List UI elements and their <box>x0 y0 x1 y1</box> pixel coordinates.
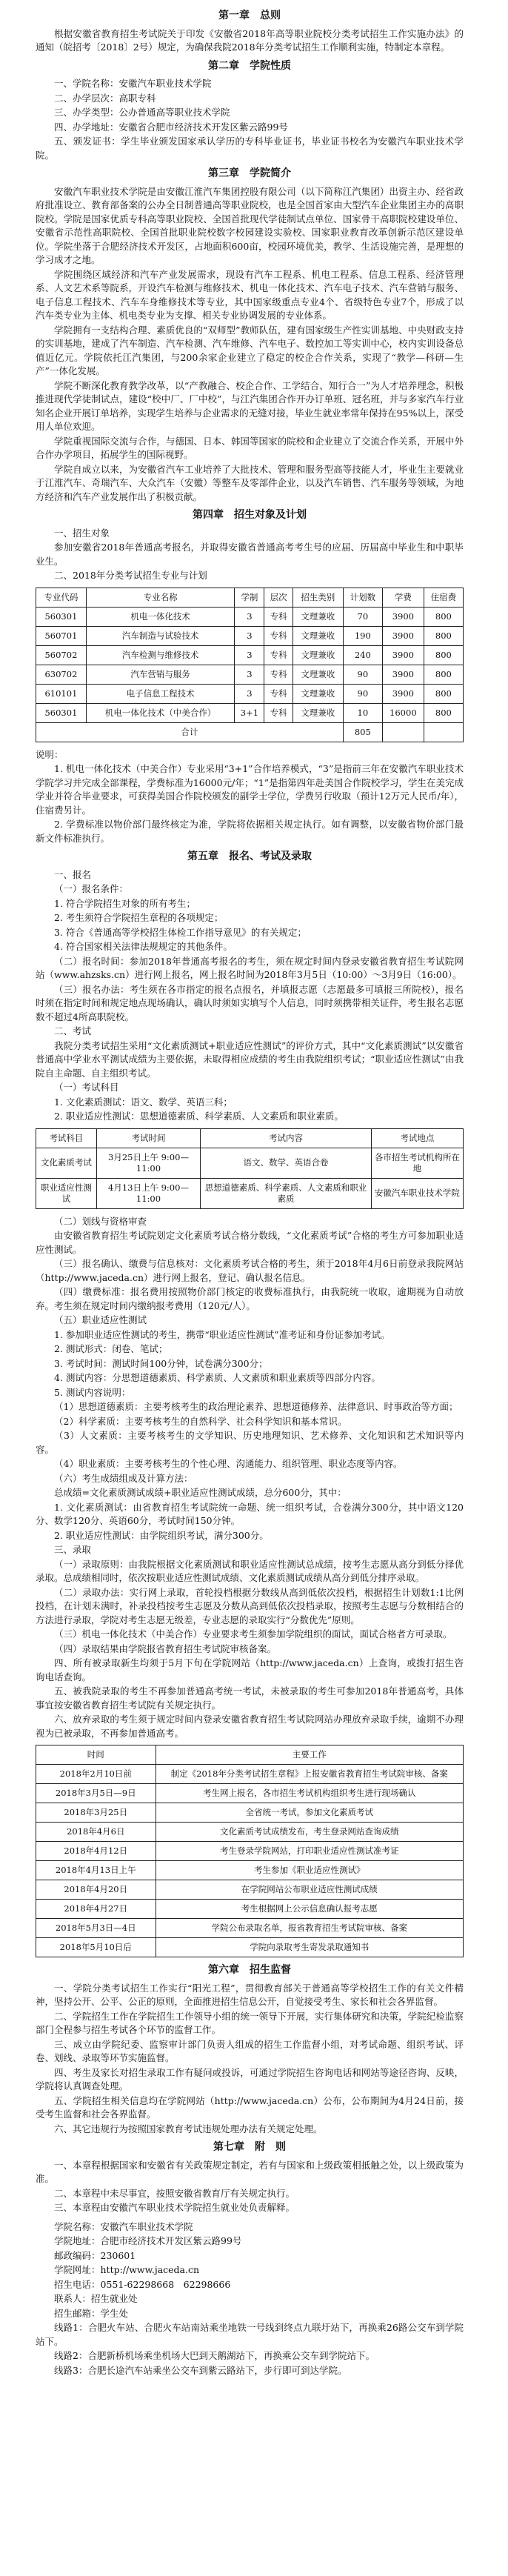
chapter-6-line: 四、考生及家长对招生录取工作有疑问或投诉，可通过学院招生咨询电话和网站等途径咨询、反映，学院将认真调查处理。 <box>36 2066 464 2091</box>
chapter-5-line: 二、考试 <box>54 1025 92 1036</box>
table-row <box>36 626 464 645</box>
table-cell: 560701 <box>36 626 87 645</box>
chapter-5-line: 1. 文化素质测试：语文、数学、英语三科； <box>54 1096 233 1108</box>
table-total-row <box>36 722 464 742</box>
table-cell: 800 <box>424 626 463 645</box>
table-header-cell: 学费 <box>382 588 424 607</box>
table-cell: 2018年4月12日 <box>36 1842 156 1861</box>
contact-line: 招生邮箱：学生处 <box>54 2307 129 2319</box>
table-cell: 3900 <box>382 607 424 626</box>
table-cell: 2018年3月25日 <box>36 1803 156 1823</box>
table-cell: 文化素质考试 <box>36 1148 97 1178</box>
table-header-cell: 专业代码 <box>36 588 87 607</box>
table-cell: 思想道德素质、科学素质、人文素质和职业素质 <box>201 1178 372 1208</box>
table-row <box>36 1919 464 1938</box>
table-cell: 语文、数学、英语合卷 <box>201 1148 372 1178</box>
table-header-cell: 学制 <box>235 588 264 607</box>
chapter-5-line: （六）考生成绩组成及计算方法： <box>54 1472 193 1484</box>
chapter-5-line: （三）机电一体化技术（中美合作）专业要求考生须参加学院组织的面试，面试合格者方可录取。 <box>54 1628 452 1640</box>
chapter-5-line: 2. 职业适应性测试：思想道德素质、科学素质、人文素质和职业素质。 <box>54 1111 344 1122</box>
table-row <box>36 684 464 703</box>
table-cell: 610101 <box>36 684 87 703</box>
table-row <box>36 1178 464 1208</box>
table-cell: 90 <box>343 665 382 684</box>
chapter-5-line: 4. 测试内容：分思想道德素质、科学素质、人文素质和职业素质等四部分内容。 <box>54 1372 381 1383</box>
chapter-6-line: 二、学院招生工作在学院招生工作领导小组的统一领导下开展，实行集体研究和决策，学院纪检监察部门全程参与招生考试各个环节的监督工作。 <box>36 2010 464 2035</box>
table-cell: 800 <box>424 665 463 684</box>
table-cell: 机电一体化技术（中美合作） <box>86 703 235 722</box>
chapter-2-title: 第二章 学院性质 <box>208 59 291 72</box>
table-cell: 2018年4月20日 <box>36 1880 156 1900</box>
table-cell: 800 <box>424 645 463 665</box>
table-cell: 70 <box>343 607 382 626</box>
table-cell: 全省统一考试，参加文化素质考试 <box>156 1803 463 1823</box>
table-cell: 文化素质考试成绩发布，考生登录网站查询成绩 <box>156 1823 463 1842</box>
table-cell: 3900 <box>382 626 424 645</box>
chapter-4-title: 第四章 招生对象及计划 <box>193 509 307 521</box>
chapter-7-line: 三、本章程由安徽汽车职业技术学院招生就业处负责解释。 <box>54 2202 295 2213</box>
chapter-5-line: （一）录取原则：由我院根据文化素质测试和职业适应性测试总成绩，按考生志愿从高分到低分择优录取。总成绩相同时，依次按职业适应性测试成绩、文化素质测试成绩从高分到低分排序录取。 <box>36 1558 464 1583</box>
table-header-cell: 专业名称 <box>86 588 235 607</box>
table-cell: 专科 <box>264 665 293 684</box>
chapter-6-line: 三、成立由学院纪委、监察审计部门负责人组成的招生工作监督小组，对考试命题、组织考试、评卷、划线、录取等环节实施监督。 <box>36 2038 464 2063</box>
chapter-3-paragraph: 学院拥有一支结构合理、素质优良的“双师型”教师队伍，建有国家级生产性实训基地、中央财政支持的实训基地，建成了汽车制造、汽车检测、汽车维修、汽车电子、数控加工等实训中心，校内实训设备总值近亿元。学院依托江汽集团，与200余家企业建立了稳定的校企合作关系，实现了“教学—科研—生产”一体化发展。 <box>36 324 464 376</box>
table-cell: 机电一体化技术 <box>86 607 235 626</box>
contact-line: 学院地址：合肥市经济技术开发区紫云路99号 <box>54 2235 242 2246</box>
table-cell: 各市招生考试机构所在地 <box>371 1148 463 1178</box>
table-cell: 专科 <box>264 626 293 645</box>
table-header-cell: 层次 <box>264 588 293 607</box>
table-row <box>36 1900 464 1919</box>
chapter-2-item: 三、办学类型：公办普通高等职业技术学院 <box>54 107 230 118</box>
table-row <box>36 1765 464 1784</box>
table-row <box>36 703 464 722</box>
table-cell: 2018年5月10日后 <box>36 1938 156 1957</box>
table-cell: 560702 <box>36 645 87 665</box>
table-header-cell: 招生类别 <box>293 588 343 607</box>
table-header-cell: 计划数 <box>343 588 382 607</box>
table-cell: 16000 <box>382 703 424 722</box>
table-cell: 4月13日上午 9:00—11:00 <box>96 1178 200 1208</box>
chapter-2-item: 五、颁发证书：学生毕业颁发国家承认学历的专科毕业证书，毕业证书校名为安徽汽车职业技术学院。 <box>36 136 464 161</box>
chapter-5-line: （2）科学素质：主要考核考生的自然科学、社会科学知识和基本常识。 <box>54 1415 347 1427</box>
table-cell: 文理兼收 <box>293 684 343 703</box>
table-cell: 制定《2018年分类考试招生章程》上报安徽省教育招生考试院审核、备案 <box>156 1765 463 1784</box>
table-header-cell: 考试内容 <box>201 1128 372 1148</box>
chapter-5-line: （一）报名条件： <box>54 883 129 894</box>
chapter-5-line: （二）报名时间：参加2018年普通高考报名的考生，须在规定时间内登录安徽省教育招生考试院网站（www.ahzsks.cn）进行网上报名，网上报名时间为2018年3月5日（10:00）～3月9日（16:00）。 <box>36 955 464 980</box>
chapter-5-line: 我院分类考试招生采用“文化素质测试+职业适应性测试”的评价方式，其中“文化素质测试”以安徽省普通高中学业水平测试成绩为主要依据，未取得相应成绩的考生由我院组织考试；“职业适应性测试”由我院自主命题、自主组织考试。 <box>36 1039 464 1079</box>
table-cell: 文理兼收 <box>293 703 343 722</box>
table-row <box>36 1861 464 1880</box>
table-cell: 10 <box>343 703 382 722</box>
chapter-5-line: 1. 符合学院招生对象的所有考生； <box>54 897 195 909</box>
table-cell: 2018年4月6日 <box>36 1823 156 1842</box>
chapter-5-line: 2. 考生须符合学院招生章程的各项规定； <box>54 912 224 923</box>
chapter-5-title: 第五章 报名、考试及录取 <box>187 851 312 862</box>
chapter-5-line: （五）职业适应性测试 <box>54 1314 147 1325</box>
table-header-cell: 主要工作 <box>156 1745 463 1765</box>
total-value: 805 <box>343 722 382 742</box>
table-cell: 学院公布录取名单，报省教育招生考试院审核、备案 <box>156 1919 463 1938</box>
table-header-row <box>36 1745 464 1765</box>
table-cell: 文理兼收 <box>293 607 343 626</box>
table-row <box>36 1803 464 1823</box>
chapter-5-line: （四）缴费标准：报名费用按照物价部门核定的收费标准执行，由我院统一收取，逾期视为自动放弃。考生须在规定时间内缴纳报考费用（120元/人）。 <box>36 1286 464 1311</box>
table-cell: 3900 <box>382 665 424 684</box>
table-row <box>36 1938 464 1957</box>
table-cell: 800 <box>424 703 463 722</box>
table-cell: 3900 <box>382 645 424 665</box>
table-cell: 职业适应性测试 <box>36 1178 97 1208</box>
table-row <box>36 1842 464 1861</box>
chapter-5-line: （4）职业素质：主要考核考生的个性心理、沟通能力、组织管理、职业态度等内容。 <box>54 1458 403 1469</box>
chapter-4-paragraph: 参加安徽省2018年普通高考报名，并取得安徽省普通高考考生号的应届、历届高中毕业生和中职毕业生。 <box>36 542 464 567</box>
chapter-3-paragraph: 安徽汽车职业技术学院是由安徽江淮汽车集团控股有限公司（以下简称江汽集团）出资主办、经省政府批准设立、教育部备案的公办全日制普通高等职业院校，也是全国首家由大型汽车企业集团主办的高职院校。学院是国家优质专科高等职业院校、全国首批现代学徒制试点单位、国家骨干高职院校建设单位、安徽省示范性高职院校、全国首批职业院校数字校园建设实验校、国家职业教育改革创新示范区建设单位。学院坐落于合肥经济技术开发区，占地面积600亩，校园环境优美，教学、生活设施完善，是理想的学习成才之地。 <box>36 185 464 265</box>
table-cell: 800 <box>424 684 463 703</box>
exam-schedule-table <box>36 1128 464 1209</box>
enrollment-plan-table <box>36 588 464 742</box>
contact-line: 学院名称：安徽汽车职业技术学院 <box>54 2220 193 2232</box>
table-cell: 190 <box>343 626 382 645</box>
chapter-3-paragraph: 学院围绕区域经济和汽车产业发展需求，现设有汽车工程系、机电工程系、信息工程系、经济管理系、人文艺术系等院系，开设汽车检测与维修技术、机电一体化技术、汽车电子技术、汽车营销与服务、电子信息工程技术、汽车车身维修技术等专业，其中国家级重点专业4个、省级特色专业7个，形成了以汽车类专业为主体、机电类专业为支撑、相关专业协调发展的专业体系。 <box>36 268 464 321</box>
chapter-5-line: 总成绩=文化素质测试成绩+职业适应性测试成绩，总分600分，其中： <box>54 1487 347 1498</box>
chapter-2-item: 二、办学层次：高职专科 <box>54 92 156 104</box>
table-cell: 2018年4月13日上午 <box>36 1861 156 1880</box>
chapter-5-line: 3. 符合《普通高等学校招生体检工作指导意见》的有关规定； <box>54 926 307 938</box>
table-cell: 汽车检测与维修技术 <box>86 645 235 665</box>
table-cell: 3 <box>235 665 264 684</box>
table-cell: 专科 <box>264 645 293 665</box>
contact-line: 学院网址：http://www.jaceda.cn <box>54 2264 200 2275</box>
chapter-4-subheading: 一、招生对象 <box>54 527 110 539</box>
table-cell: 专科 <box>264 607 293 626</box>
plan-notes-label: 说明： <box>36 748 64 760</box>
table-cell: 3月25日上午 9:00—11:00 <box>96 1148 200 1178</box>
route-line: 线路3：合肥长途汽车站乘坐公交车到紫云路站下，步行即可到达学院。 <box>54 2364 347 2376</box>
table-cell: 3 <box>235 645 264 665</box>
chapter-5-line: （四）录取结果由学院报省教育招生考试院审核备案。 <box>54 1643 277 1654</box>
table-header-row <box>36 1128 464 1148</box>
table-cell: 考生网上报名，各市招生考试机构组织考生进行现场确认 <box>156 1784 463 1803</box>
table-cell: 3 <box>235 607 264 626</box>
table-cell: 考生根据网上公示信息确认报考志愿 <box>156 1900 463 1919</box>
chapter-5-line: 3. 考试时间：测试时间100分钟，试卷满分300分； <box>54 1357 268 1369</box>
chapter-7-title: 第七章 附 则 <box>213 2141 286 2153</box>
chapter-5-line: （二）录取办法：实行网上录取，首轮投档根据分数线从高到低依次投档，根据招生计划数1:1比例投档，在计划未满时，补录投档按考生志愿及分数从高到低依次投档录取，按照考生志愿与分数相结合的方法进行录取，学院对考生志愿无级差，专业志愿的录取实行“分数优先”原则。 <box>36 1586 464 1625</box>
chapter-5-line: 2. 职业适应性测试：由学院组织考试，满分300分。 <box>54 1529 269 1541</box>
table-cell: 2018年2月10日前 <box>36 1765 156 1784</box>
contact-line: 邮政编码：230601 <box>54 2249 136 2261</box>
chapter-5-line: （二）划线与资格审查 <box>54 1215 147 1227</box>
chapter-5-line: （3）人文素质：主要考核考生的文学知识、历史地理知识、艺术修养、文化知识和艺术知识等内容。 <box>36 1430 464 1455</box>
table-row <box>36 1784 464 1803</box>
table-cell: 文理兼收 <box>293 645 343 665</box>
chapter-4-subheading: 二、2018年分类考试招生专业与计划 <box>54 570 207 581</box>
admission-timeline-table <box>36 1745 464 1957</box>
contact-line: 招生电话：0551-62298668 62298666 <box>54 2278 231 2290</box>
chapter-5-line: （1）思想道德素质：主要考核考生的政治理论素养、思想道德修养、法律意识、时事政治等方面； <box>54 1401 458 1412</box>
chapter-5-line: （三）报名确认、缴费与信息核对：文化素质考试合格的考生，须于2018年4月6日前登录我院网站（http://www.jaceda.cn）进行网上报名，登记、确认报名信息。 <box>36 1258 464 1283</box>
table-header-row <box>36 588 464 607</box>
table-cell: 240 <box>343 645 382 665</box>
total-label: 合计 <box>36 722 344 742</box>
table-cell: 学院向录取考生寄发录取通知书 <box>156 1938 463 1957</box>
table-row <box>36 665 464 684</box>
table-cell: 3900 <box>382 684 424 703</box>
chapter-3-paragraph: 学院重视国际交流与合作，与德国、日本、韩国等国家的院校和企业建立了交流合作关系，开展中外合作办学项目，拓展学生的国际视野。 <box>36 435 464 460</box>
route-line: 线路2：合肥新桥机场乘坐机场大巴到天鹅湖站下，再换乘公交车到学院站下。 <box>54 2350 375 2361</box>
table-header-cell: 考试科目 <box>36 1128 97 1148</box>
table-row <box>36 607 464 626</box>
contact-line: 联系人：招生就业处 <box>54 2293 138 2304</box>
table-cell: 2018年3月5日—9日 <box>36 1784 156 1803</box>
chapter-5-line: 四、所有被录取新生均须于5月下旬在学院网站（http://www.jaceda.cn）上查询，或拨打招生咨询电话查询。 <box>36 1657 464 1683</box>
chapter-6-line: 六、其它违规行为按照国家教育考试违规处理办法有关规定处理。 <box>54 2123 323 2134</box>
chapter-5-line: 由安徽省教育招生考试院划定文化素质考试合格分数线，“文化素质考试”合格的考生方可参加职业适应性测试。 <box>36 1230 464 1255</box>
table-cell: 560301 <box>36 607 87 626</box>
chapter-5-line: 1. 参加职业适应性测试的考生，携带“职业适应性测试”准考证和身份证参加考试。 <box>54 1328 390 1340</box>
chapter-2-list <box>36 77 464 162</box>
table-cell: 2018年4月27日 <box>36 1900 156 1919</box>
chapter-2-item: 一、学院名称：安徽汽车职业技术学院 <box>54 78 212 89</box>
table-cell: 800 <box>424 607 463 626</box>
chapter-6-line: 五、学院招生相关信息均在学院网站（http://www.jaceda.cn）公布，公布期间为4月24日前，接受考生监督和社会各界监督。 <box>36 2094 464 2120</box>
contact-info <box>36 2220 464 2321</box>
chapter-3-paragraph: 学院不断深化教育教学改革，以“产教融合、校企合作、工学结合、知行合一”为人才培养理念，积极推进现代学徒制试点，建设“校中厂、厂中校”，与江汽集团合作开办订单班、冠名班，并与多家汽车行业知名企业开展订单培养，实现学生培养与企业需求的无缝对接，毕业生就业率常年保持在95%以上，深受用人单位欢迎。 <box>36 379 464 432</box>
table-cell: 汽车制造与试验技术 <box>86 626 235 645</box>
table-cell: 3 <box>235 684 264 703</box>
chapter-3-title: 第三章 学院简介 <box>208 167 291 179</box>
chapter-5-line: （三）报名办法：考生须在各市指定的报名点报名，并填报志愿（志愿最多可填报三所院校），报名时须在指定时间和规定地点现场确认，确认时须如实填写个人信息，同时须携带相关证件，考生报名志愿数不超过4所高职院校。 <box>36 983 464 1022</box>
chapter-7-line: 一、本章程根据国家和安徽省有关政策规定制定，若有与国家和上级政策相抵触之处，以上级政策为准。 <box>36 2159 464 2184</box>
transport-routes <box>36 2321 464 2377</box>
table-cell: 在学院网站公布职业适应性测试成绩 <box>156 1880 463 1900</box>
table-cell: 安徽汽车职业技术学院 <box>371 1178 463 1208</box>
table-cell: 3+1 <box>235 703 264 722</box>
chapter-2-item: 四、办学地址：安徽省合肥市经济技术开发区紫云路99号 <box>54 121 288 133</box>
chapter-1-title: 第一章 总则 <box>218 10 281 21</box>
chapter-6-line: 一、学院分类考试招生工作实行“阳光工程”，贯彻教育部关于普通高等学校招生工作的有关文件精神，坚持公开、公平、公正的原则，全面推进招生信息公开，自觉接受考生、家长和社会各界监督。 <box>36 1982 464 2007</box>
table-cell: 电子信息工程技术 <box>86 684 235 703</box>
chapter-5-line: 2. 测试形式：闭卷、笔试； <box>54 1343 168 1354</box>
table-row <box>36 1148 464 1178</box>
chapter-5-line: 5. 测试内容说明： <box>54 1386 131 1398</box>
table-cell: 专科 <box>264 703 293 722</box>
table-cell: 汽车营销与服务 <box>86 665 235 684</box>
plan-note: 1. 机电一体化技术（中美合作）专业采用“3+1”合作培养模式，“3”是指前三年在安徽汽车职业技术学院学习并完成全部课程，学费标准为16000元/年；“1”是指第四年赴美国合作院校学习，学生在美完成学业并符合毕业要求，可获得美国合作院校颁发的副学士学位，学费另行收取（预计12万元人民币/年），住宿费另计。 <box>36 763 464 816</box>
table-cell: 3 <box>235 626 264 645</box>
table-cell: 2018年5月3日—4日 <box>36 1919 156 1938</box>
plan-note: 2. 学费标准以物价部门最终核定为准，学院将依据相关规定执行。如有调整，以安徽省物价部门最新文件标准执行。 <box>36 819 464 844</box>
table-header-cell: 考试地点 <box>371 1128 463 1148</box>
chapter-5-line: 1. 文化素质测试：由省教育招生考试院统一命题、统一组织考试，合卷满分300分，其中语文120分、数学120分、英语60分，考试时间150分钟。 <box>36 1501 464 1526</box>
chapter-1-paragraph: 根据安徽省教育招生考试院关于印发《安徽省2018年高等职业院校分类考试招生工作实施办法》的通知（皖招考〔2018〕2号）规定，为确保我院2018年分类考试招生工作顺利实施，特制定本章程。 <box>36 27 464 53</box>
chapter-5-line: 五、被我院录取的考生不再参加普通高考统一考试，未被录取的考生可参加2018年普通高考，具体事宜按安徽省教育招生考试院有关规定执行。 <box>36 1685 464 1711</box>
chapter-5-line: （一）考试科目 <box>54 1082 119 1093</box>
chapter-3-paragraph: 学院自成立以来，为安徽省汽车工业培养了大批技术、管理和服务型高等技能人才，毕业生主要就业于江淮汽车、奇瑞汽车、大众汽车（安徽）等整车及零部件企业，以及汽车销售、汽车服务等领域，为地方经济和汽车产业发展作出了积极贡献。 <box>36 463 464 502</box>
chapter-5-line: 三、录取 <box>54 1544 92 1555</box>
chapter-5-line: 六、放弃录取的考生须于规定时间内登录安徽省教育招生考试院网站办理放弃录取手续，逾期不办理视为已被录取，不再参加普通高考。 <box>36 1714 464 1739</box>
route-line: 线路1：合肥火车站、合肥火车站南站乘坐地铁一号线到终点九联圩站下，再换乘26路公交车到学院站下。 <box>36 2322 464 2347</box>
table-cell: 文理兼收 <box>293 626 343 645</box>
chapter-5-line: 一、报名 <box>54 868 92 880</box>
table-cell: 560301 <box>36 703 87 722</box>
chapter-5-line: 4. 符合国家相关法律法规规定的其他条件。 <box>54 941 233 952</box>
table-header-cell: 时间 <box>36 1745 156 1765</box>
table-row <box>36 1823 464 1842</box>
table-cell: 90 <box>343 684 382 703</box>
table-cell: 考生参加《职业适应性测试》 <box>156 1861 463 1880</box>
table-cell: 考生登录学院网站，打印职业适应性测试准考证 <box>156 1842 463 1861</box>
table-cell: 630702 <box>36 665 87 684</box>
table-row <box>36 1880 464 1900</box>
table-row <box>36 645 464 665</box>
chapter-7-line: 二、本章程中未尽事宜，按照安徽省教育厅有关规定执行。 <box>54 2187 295 2199</box>
table-header-cell: 住宿费 <box>424 588 463 607</box>
table-cell: 文理兼收 <box>293 665 343 684</box>
table-cell: 专科 <box>264 684 293 703</box>
chapter-6-title: 第六章 招生监督 <box>208 1964 291 1976</box>
table-header-cell: 考试时间 <box>96 1128 200 1148</box>
